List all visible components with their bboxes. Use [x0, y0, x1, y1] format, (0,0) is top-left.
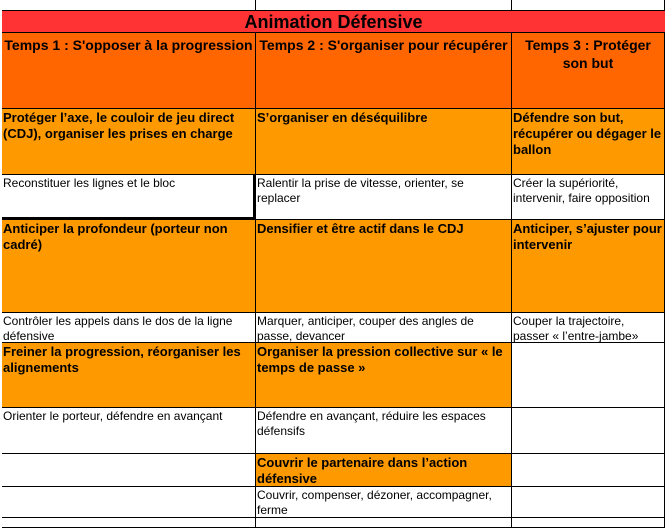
empty-cell[interactable] [512, 343, 665, 408]
empty-cell[interactable] [256, 0, 512, 11]
detail-cell[interactable]: Orienter le porteur, défendre en avançant [2, 408, 256, 454]
detail-cell[interactable]: Ralentir la prise de vitesse, orienter, se replacer [256, 175, 512, 220]
empty-cell[interactable] [512, 518, 665, 528]
detail-cell[interactable]: Défendre en avançant, réduire les espaces défensifs [256, 408, 512, 454]
empty-cell[interactable] [2, 454, 256, 487]
empty-cell[interactable] [512, 454, 665, 487]
spreadsheet-table [2, 0, 665, 528]
objective-cell[interactable]: Densifier et être actif dans le CDJ [256, 220, 512, 313]
detail-cell[interactable]: Contrôler les appels dans le dos de la ligne défensive [2, 313, 256, 343]
detail-cell[interactable]: Créer la supériorité, intervenir, faire opposition [512, 175, 665, 220]
header-temps-3[interactable]: Temps 3 : Protéger son but [512, 33, 665, 109]
objective-cell[interactable]: Freiner la progression, réorganiser les alignements [2, 343, 256, 408]
objective-cell[interactable]: Anticiper, s’ajuster pour intervenir [512, 220, 665, 313]
objective-cell[interactable]: Anticiper la profondeur (porteur non cadré) [2, 220, 256, 313]
objective-cell[interactable]: Protéger l’axe, le couloir de jeu direct (CDJ), organiser les prises en charge [2, 109, 256, 175]
objective-cell[interactable]: Défendre son but, récupérer ou dégager le ballon [512, 109, 665, 175]
detail-cell-selected[interactable]: Reconstituer les lignes et le bloc [2, 175, 256, 220]
header-temps-1[interactable]: Temps 1 : S'opposer à la progression [2, 33, 256, 109]
header-temps-2[interactable]: Temps 2 : S'organiser pour récupérer [256, 33, 512, 109]
empty-cell[interactable] [512, 408, 665, 454]
table-title[interactable]: Animation Défensive [2, 11, 665, 33]
detail-cell[interactable] [2, 487, 256, 518]
objective-cell[interactable]: Organiser la pression collective sur « le temps de passe » [256, 343, 512, 408]
objective-cell[interactable]: S’organiser en déséquilibre [256, 109, 512, 175]
empty-cell[interactable] [2, 518, 256, 528]
objective-cell[interactable]: Couvrir le partenaire dans l’action défensive [256, 454, 512, 487]
detail-cell[interactable] [512, 487, 665, 518]
empty-cell[interactable] [256, 518, 512, 528]
empty-cell[interactable] [512, 0, 665, 11]
detail-cell[interactable]: Couper la trajectoire, passer « l’entre-jambe» [512, 313, 665, 343]
empty-cell[interactable] [2, 0, 256, 11]
detail-cell[interactable]: Couvrir, compenser, dézoner, accompagner, ferme [256, 487, 512, 518]
detail-cell[interactable]: Marquer, anticiper, couper des angles de passe, devancer [256, 313, 512, 343]
